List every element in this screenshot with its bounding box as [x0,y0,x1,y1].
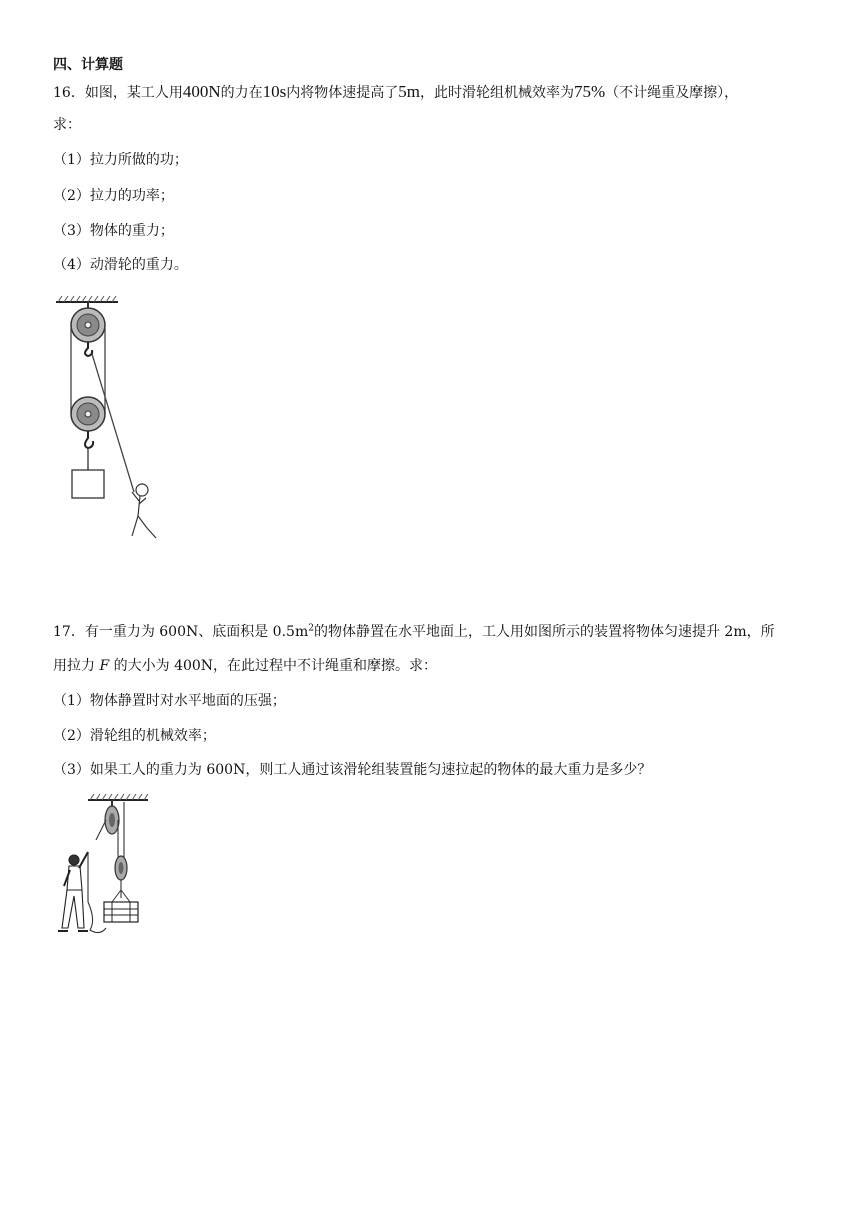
q16-force: 400N [182,82,221,101]
q16-item: （1）拉力所做的功； [53,152,188,168]
q17-text: 的物体静置在水平地面上，工人用如图所示的装置将物体匀速提升 2m，所 [313,624,775,640]
q17-item: （1）物体静置时对水平地面的压强； [53,693,286,709]
q16-line2: 求： [53,117,81,133]
q16-text: 内将物体速提高了 [286,85,399,101]
q16-efficiency: 75% [573,82,606,101]
q17-text: 的大小为 400N，在此过程中不计绳重和摩擦。求： [109,658,438,674]
movable-pulley [112,856,130,902]
q16-text: 16．如图，某工人用 [53,85,183,101]
q16-time: 10s [262,82,287,101]
q16-pulley-figure [52,292,172,544]
ceiling-hatch [88,794,148,800]
q16-item: （4）动滑轮的重力。 [53,257,188,273]
q17-text: 17．有一重力为 600N、底面积是 0.5m [53,624,309,640]
section-title: 四、计算题 [53,57,123,73]
movable-pulley [71,397,105,470]
q16-item: （3）物体的重力； [53,223,174,239]
q17-item: （3）如果工人的重力为 600N，则工人通过该滑轮组装置能匀速拉起的物体的最大重力是多少？ [53,762,652,778]
q17-pulley-figure [52,790,152,940]
fixed-pulley [71,302,105,356]
q16-height: 5m [398,82,420,101]
ceiling-hatch [56,296,118,302]
load-box [72,470,104,498]
q17-text: 用拉力 [53,658,100,674]
q16-text: 的力在 [220,85,263,101]
q16-text: ，此时滑轮组机械效率为 [419,85,574,101]
fixed-pulley [105,800,119,834]
q16-text: （不计绳重及摩擦）， [605,85,739,101]
q17-variable-f: F [99,658,110,674]
q17-line1 [53,622,775,642]
q17-line2 [53,656,437,676]
q17-item: （2）滑轮组的机械效率； [53,728,216,744]
q16-line1 [53,80,738,105]
crate [104,902,138,922]
worker-figure [132,484,156,538]
worker-figure [58,852,88,931]
q16-item: （2）拉力的功率； [53,188,174,204]
q17-superscript: 2 [308,623,314,634]
